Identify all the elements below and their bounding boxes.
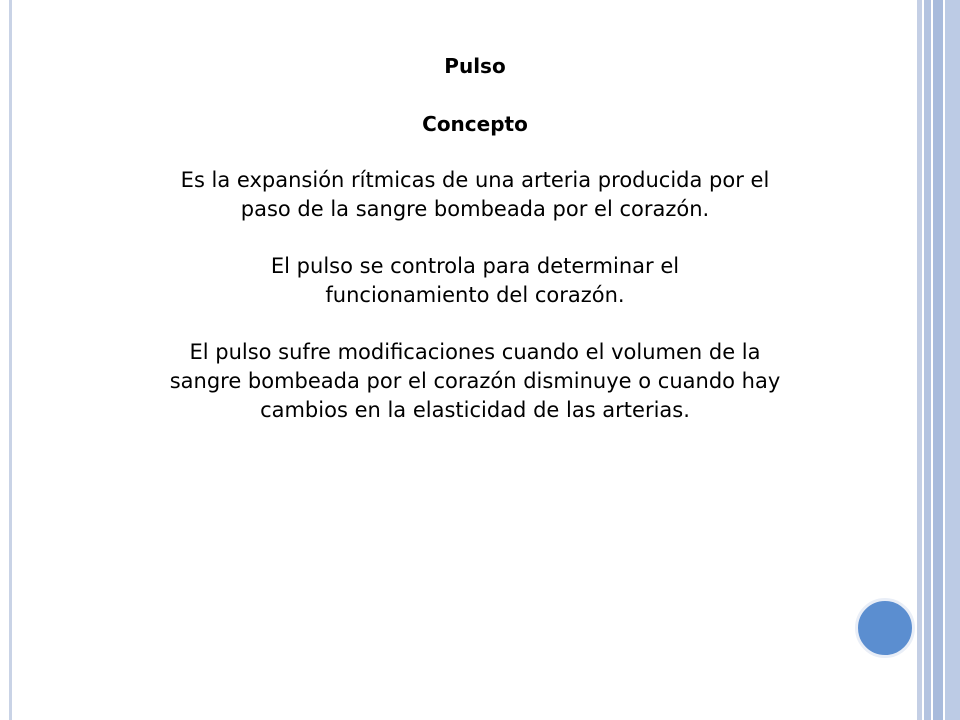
paragraph-modifications: El pulso sufre modificaciones cuando el volumen de la sangre bombeada por el corazón disminuye o cuando hay cambios en la elasticidad de las arterias. bbox=[169, 340, 781, 422]
paragraph-definition: Es la expansión rítmicas de una arteria producida por el paso de la sangre bombeada por el corazón. bbox=[180, 168, 770, 221]
paragraph-control: El pulso se controla para determinar el funcionamiento del corazón. bbox=[270, 254, 680, 307]
slide-subtitle: Concepto bbox=[422, 112, 528, 136]
decorative-stripe bbox=[924, 0, 931, 720]
decorative-stripe bbox=[933, 0, 943, 720]
slide-content bbox=[140, 52, 810, 453]
decorative-circle bbox=[855, 598, 915, 658]
slide-title: Pulso bbox=[444, 54, 506, 78]
left-frame-line bbox=[9, 0, 12, 720]
decorative-stripe bbox=[945, 0, 960, 720]
decorative-stripe bbox=[917, 0, 922, 720]
